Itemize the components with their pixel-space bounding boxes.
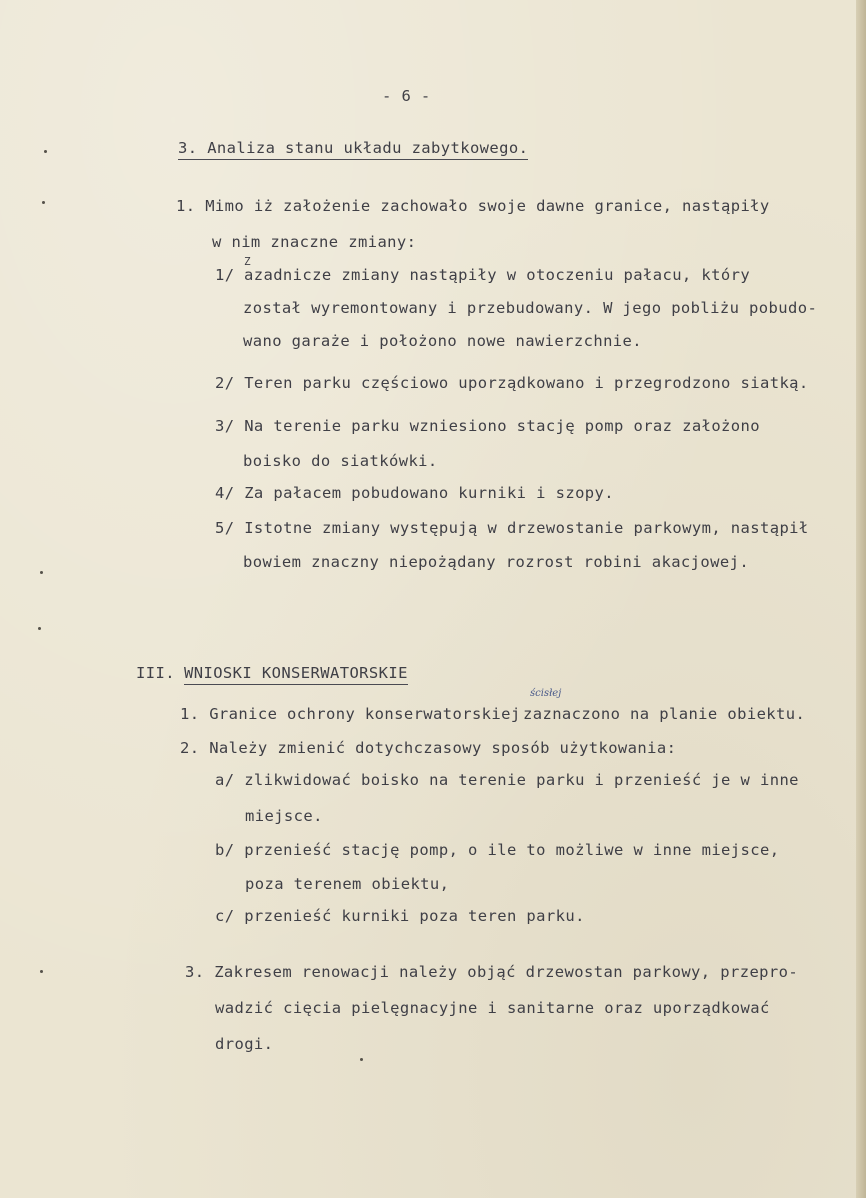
conclusion-2a-line-2: miejsce. bbox=[245, 807, 323, 825]
paper-speck bbox=[360, 1058, 363, 1061]
conclusion-3-line-3: drogi. bbox=[215, 1035, 274, 1053]
paper-speck bbox=[44, 150, 47, 153]
paper-speck bbox=[42, 201, 45, 204]
conclusion-1-line-1b: zaznaczono na planie obiektu. bbox=[523, 705, 806, 723]
sub-5-line-1: 5/ Istotne zmiany występują w drzewostanie parkowym, nastąpił bbox=[215, 519, 809, 537]
sub-2-line-1: 2/ Teren parku częściowo uporządkowano i przegrodzono siatką. bbox=[215, 374, 809, 392]
sub-3-line-1: 3/ Na terenie parku wzniesiono stację pomp oraz założono bbox=[215, 417, 760, 435]
handwritten-insertion: ścisłej bbox=[530, 688, 562, 699]
sub-1-line-3: wano garaże i położono nowe nawierzchnie. bbox=[243, 332, 643, 350]
sub-5-line-2: bowiem znaczny niepożądany rozrost robini akacjowej. bbox=[243, 553, 750, 571]
section-heading-analysis: 3. Analiza stanu układu zabytkowego. bbox=[178, 138, 528, 160]
paper-speck bbox=[38, 627, 41, 630]
paper-speck bbox=[40, 970, 43, 973]
section-heading-conclusions: WNIOSKI KONSERWATORSKIE bbox=[184, 663, 408, 685]
paper-speck bbox=[40, 571, 43, 574]
sub-3-line-2: boisko do siatkówki. bbox=[243, 452, 438, 470]
conclusion-2b-line-1: b/ przenieść stację pomp, o ile to możliwe w inne miejsce, bbox=[215, 841, 780, 859]
sub-1-line-2: został wyremontowany i przebudowany. W jego pobliżu pobudo- bbox=[243, 299, 818, 317]
sub-4-line-1: 4/ Za pałacem pobudowano kurniki i szopy. bbox=[215, 484, 615, 502]
page-number: - 6 - bbox=[382, 87, 431, 105]
item-1-line-1: 1. Mimo iż założenie zachowało swoje dawne granice, nastąpiły bbox=[176, 197, 770, 215]
conclusion-3-line-1: 3. Zakresem renowacji należy objąć drzewostan parkowy, przepro- bbox=[185, 963, 799, 981]
conclusion-2b-line-2: poza terenem obiektu, bbox=[245, 875, 450, 893]
sub-1-number: 1/ bbox=[215, 266, 235, 284]
conclusion-2c-line-1: c/ przenieść kurniki poza teren parku. bbox=[215, 907, 585, 925]
section-roman-numeral: III. bbox=[136, 664, 175, 682]
item-1-line-2: w nim znaczne zmiany: bbox=[212, 233, 417, 251]
conclusion-1-line-1a: 1. Granice ochrony konserwatorskiej bbox=[180, 705, 521, 723]
conclusion-3-line-2: wadzić cięcia pielęgnacyjne i sanitarne oraz uporządkować bbox=[215, 999, 770, 1017]
page-edge bbox=[856, 0, 866, 1198]
conclusion-2-line-1: 2. Należy zmienić dotychczasowy sposób użytkowania: bbox=[180, 739, 677, 757]
sub-1-line-1: azadnicze zmiany nastąpiły w otoczeniu pałacu, który bbox=[244, 266, 751, 284]
conclusion-2a-line-1: a/ zlikwidować boisko na terenie parku i przenieść je w inne bbox=[215, 771, 799, 789]
sub-1-capital-correction: Z bbox=[244, 255, 251, 268]
